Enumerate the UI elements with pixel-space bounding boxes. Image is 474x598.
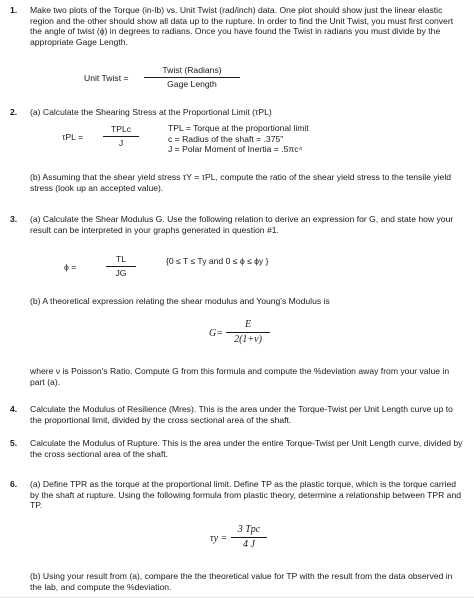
- shear-modulus-lhs: G=: [209, 328, 223, 339]
- question-2-part-a: (a) Calculate the Shearing Stress at the Proportional Limit (τPL): [30, 107, 272, 117]
- definition-radius: c = Radius of the shaft = .375": [168, 133, 284, 144]
- unit-twist-lhs: Unit Twist =: [84, 73, 129, 83]
- unit-twist-numerator: Twist (Radians): [144, 65, 240, 78]
- shear-stress-lhs: τPL =: [62, 132, 83, 142]
- variable-definitions: [168, 123, 309, 155]
- question-6-number: 6.: [10, 479, 18, 489]
- question-2-number: 2.: [10, 107, 18, 117]
- question-4-text: Calculate the Modulus of Resilience (Mres). This is the area under the Torque-Twist per Unit Length curve up to the proportional limit, divided by the cross sectional area of the shaft.: [30, 404, 453, 425]
- plastic-formula-fraction: [231, 524, 267, 551]
- question-1-number: 1.: [10, 5, 18, 15]
- question-1-text: Make two plots of the Torque (in-lb) vs. Unit Twist (rad/inch) data. One plot should show just the linear elastic region and the other should show all data up to the rupture. In order to find the Unit Twist, you must first convert the angle of twist (ϕ) in degrees to radians. Once you have found the Twist in radians you must divide by the appropriate Gage Length.: [30, 5, 454, 47]
- elastic-range-condition: {0 ≤ T ≤ Ty and 0 ≤ ϕ ≤ ϕy }: [166, 256, 269, 266]
- question-3-poisson-note: where ν is Poisson's Ratio. Compute G from this formula and compute the %deviation away from your value in part (a).: [30, 366, 450, 387]
- shear-modulus-fraction: [226, 319, 270, 346]
- shear-stress-fraction: [103, 124, 139, 148]
- twist-relation-numerator: TL: [106, 254, 136, 267]
- twist-relation-fraction: [106, 254, 136, 278]
- question-6-part-b: (b) Using your result from (a), compare the the theoretical value for TP with the result from the data observed in the lab, and compute the %deviation.: [30, 571, 453, 592]
- unit-twist-fraction: [144, 65, 240, 89]
- shear-modulus-numerator: E: [226, 319, 270, 333]
- unit-twist-denominator: Gage Length: [167, 78, 217, 89]
- question-6-part-a: (a) Define TPR as the torque at the proportional limit. Define TP as the plastic torque, which is the torque carried by the shaft at rupture. Using the following formula from plastic theory, determine a relationship between TPR and TP.: [30, 479, 462, 511]
- plastic-formula-denominator: 4 J: [243, 539, 255, 550]
- question-3-part-b: (b) A theoretical expression relating the shear modulus and Young's Modulus is: [30, 296, 330, 306]
- shear-stress-numerator: TPLc: [103, 124, 139, 137]
- question-4-number: 4.: [10, 404, 18, 414]
- question-3-part-a: (a) Calculate the Shear Modulus G. Use the following relation to derive an expression for G, and state how your result can be interpreted in your graphs generated in question #1.: [30, 214, 454, 235]
- definition-polar-moment: J = Polar Moment of Inertia = .5πc⁴: [168, 144, 303, 155]
- definition-torque: TPL = Torque at the proportional limit: [168, 123, 309, 133]
- twist-relation-denominator: JG: [115, 267, 127, 278]
- question-3-number: 3.: [10, 214, 18, 224]
- question-2-part-b: (b) Assuming that the shear yield stress τY = τPL, compute the ratio of the shear yield stress to the tensile yield stress (look up an accepted value).: [30, 172, 452, 193]
- shear-modulus-denominator: 2(1+ν): [234, 334, 262, 345]
- question-5-text: Calculate the Modulus of Rupture. This is the area under the entire Torque-Twist per Unit Length curve, divided by the cross sectional area of the shaft.: [30, 438, 463, 459]
- question-5-number: 5.: [10, 438, 18, 448]
- plastic-formula-numerator: 3 Tpc: [231, 524, 267, 538]
- plastic-formula-lhs: τy =: [210, 533, 228, 544]
- twist-relation-lhs: ϕ =: [64, 262, 77, 272]
- shear-stress-denominator: J: [118, 137, 124, 148]
